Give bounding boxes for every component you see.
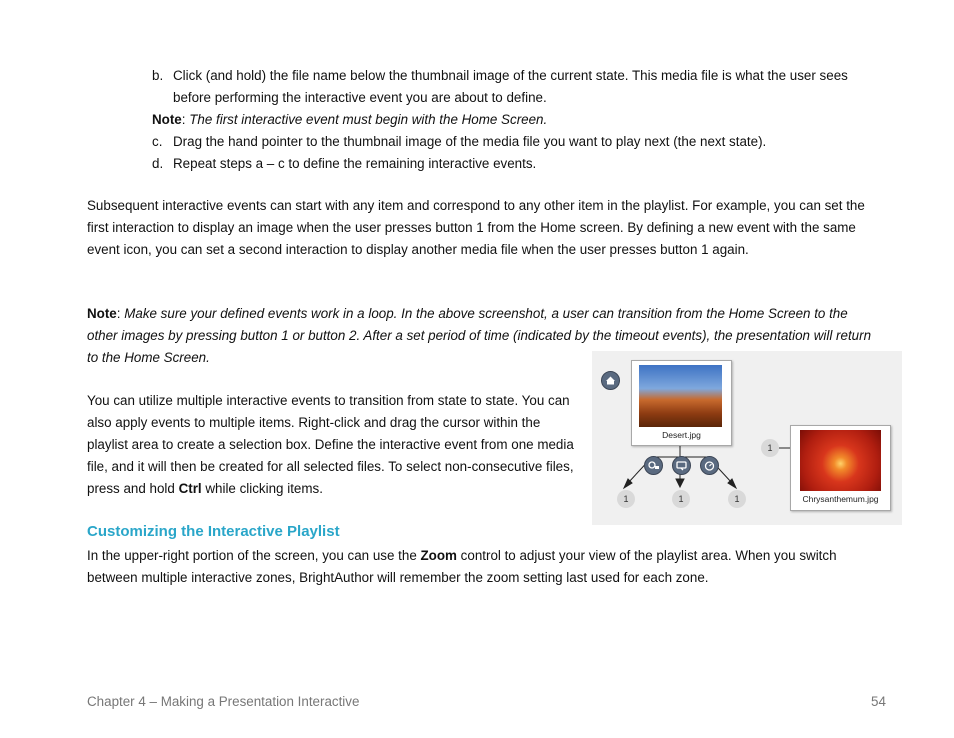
step-b <box>152 65 852 109</box>
desert-thumbnail[interactable] <box>631 360 732 446</box>
paragraph-text-end: while clicking items. <box>201 481 323 496</box>
incoming-event-label: 1 <box>761 439 779 457</box>
note-label: Note <box>152 112 182 127</box>
note-text: The first interactive event must begin with the Home Screen. <box>189 112 548 127</box>
note-first-event <box>152 109 852 131</box>
paragraph-text: You can utilize multiple interactive events to transition from state to state. You can also apply events to multiple items. Right-click and drag the cursor within the playlist area to create a selection box. Define the interactive event from one media file, and it will then be created for all selected files. To select non-consecutive files, press and hold <box>87 393 574 496</box>
timer-icon <box>700 456 719 475</box>
section-heading: Customizing the Interactive Playlist <box>87 523 340 540</box>
step-letter: b. <box>152 68 164 83</box>
instruction-steps <box>152 65 852 175</box>
button-icon <box>672 456 691 475</box>
step-letter: d. <box>152 156 164 171</box>
chrysanthemum-caption[interactable]: Chrysanthemum.jpg <box>802 494 879 504</box>
footer-chapter: Chapter 4 – Making a Presentation Interactive <box>87 694 360 709</box>
note-separator: : <box>116 306 125 321</box>
step-text: Click (and hold) the file name below the thumbnail image of the current state. This media file is what the user sees before performing the interactive event you are about to define. <box>173 68 848 105</box>
home-icon <box>601 371 620 390</box>
paragraph-subsequent-events: Subsequent interactive events can start with any item and correspond to any other item in the playlist. For example, you can set the first interaction to display an image when the user presses button 1 from the Home screen. By defining a new event with the same event icon, you can set a second interaction to display another media file when the user presses button 1 again. <box>87 198 865 257</box>
note-separator: : <box>181 112 190 127</box>
paragraph-zoom <box>87 545 877 589</box>
event-label: 1 <box>672 490 690 508</box>
note-text: Make sure your defined events work in a loop. In the above screenshot, a user can transition from the Home Screen to the other images by pressing button 1 or button 2. After a set period of time (indicated by the timeout events), the presentation will return to the Home Screen. <box>87 306 872 365</box>
desert-image <box>639 365 722 427</box>
paragraph-multiple-events <box>87 390 582 500</box>
step-text: Drag the hand pointer to the thumbnail image of the media file you want to play next (the next state). <box>173 134 767 149</box>
note-label: Note <box>87 306 117 321</box>
event-label: 1 <box>617 490 635 508</box>
step-letter: c. <box>152 134 163 149</box>
chrysanthemum-thumbnail[interactable] <box>790 425 891 511</box>
paragraph-text: In the upper-right portion of the screen, you can use the <box>87 548 421 563</box>
chrysanthemum-image <box>800 430 881 491</box>
step-text: Repeat steps a – c to define the remaining interactive events. <box>173 156 537 171</box>
step-c <box>152 131 852 153</box>
playlist-screenshot <box>592 351 902 525</box>
footer-page-number: 54 <box>871 694 886 709</box>
ctrl-key-text: Ctrl <box>178 481 202 496</box>
remote-icon <box>644 456 663 475</box>
event-label: 1 <box>728 490 746 508</box>
zoom-control-text: Zoom <box>420 548 457 563</box>
desert-caption[interactable]: Desert.jpg <box>662 430 701 440</box>
step-d <box>152 153 852 175</box>
paragraph-text-end: control to adjust your view of the playlist area. When you switch between multiple interactive zones, BrightAuthor will remember the zoom setting last used for each zone. <box>87 548 837 585</box>
